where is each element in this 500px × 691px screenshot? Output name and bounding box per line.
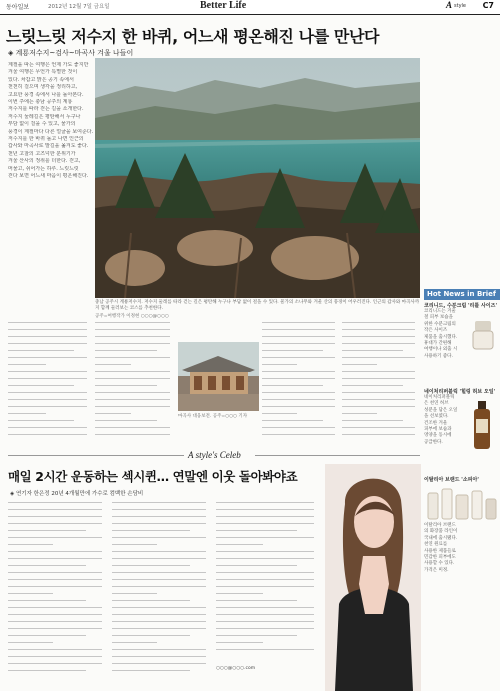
main-photo-credit: 공주=여행작가 이정현 ○○○@○○○: [95, 314, 169, 319]
text-line: [8, 521, 108, 528]
text-line: [8, 425, 92, 432]
text-line: [8, 584, 108, 591]
news-line: 사용할 수 있다.: [424, 561, 455, 567]
text-line: [95, 327, 175, 334]
text-line: [216, 647, 320, 654]
lake-landscape-photo: [95, 58, 420, 298]
text-line: [112, 570, 212, 577]
text-line: [8, 619, 108, 626]
news-line: 피부에 보습과: [424, 427, 452, 433]
text-line: [216, 521, 320, 528]
text-line: [262, 327, 340, 334]
text-line: [262, 404, 340, 411]
text-line: [262, 383, 340, 390]
text-line: [216, 640, 320, 647]
intro-line: 계절을 따는 여행은 언제 가도 좋지만: [8, 62, 89, 68]
text-line: [342, 425, 420, 432]
text-line: [342, 362, 420, 369]
text-line: [112, 577, 212, 584]
news-line: 휴대가 간편해: [424, 341, 452, 347]
text-line: [112, 549, 212, 556]
text-line: [342, 320, 420, 327]
text-line: [95, 341, 175, 348]
text-line: [112, 661, 212, 668]
text-line: [95, 348, 175, 355]
temple-photo: [178, 342, 259, 411]
text-line: [95, 404, 175, 411]
section-title: Better Life: [200, 0, 247, 11]
text-line: [262, 369, 340, 376]
temple-photo-caption: 마곡사 대웅보전. 공주=○○○ 기자: [178, 414, 248, 419]
text-line: [216, 577, 320, 584]
text-line: [8, 598, 108, 605]
text-line: [95, 334, 175, 341]
text-line: [342, 432, 420, 439]
text-line: [342, 404, 420, 411]
text-line: [8, 514, 108, 521]
intro-line: 천천히 걸으며 생각을 정리하고,: [8, 84, 78, 91]
intro-line: 풍경이 계절마다 다른 얼굴을 보여준다.: [8, 128, 93, 135]
intro-line: 저수지를 한 바퀴 돌고 나면 인근의: [8, 136, 84, 143]
celeb-body-column-2: [112, 500, 212, 680]
text-line: [342, 348, 420, 355]
text-line: [8, 654, 108, 661]
news-line: 천연 원료를: [424, 542, 448, 548]
text-line: [8, 362, 92, 369]
intro-line: 머물고, 쉬어가는 하루. 느릿느릿: [8, 165, 79, 172]
text-line: [216, 612, 320, 619]
text-line: [262, 362, 340, 369]
body-column-3: [262, 320, 340, 440]
text-line: [112, 500, 212, 507]
news-line: 코리니드는 겨울: [424, 309, 456, 314]
text-line: [8, 640, 108, 647]
text-line: [8, 383, 92, 390]
news-line: 네이처리퍼블릭: [424, 395, 455, 400]
masthead: 동아일보: [6, 4, 30, 11]
text-line: [8, 591, 108, 598]
intro-line: 저수지를 따라 걷는 길을 소개한다.: [8, 106, 84, 113]
body-column-2: [95, 320, 175, 440]
text-line: [8, 355, 92, 362]
news-title: 코리니드, 수분크림 '리틀 사이즈': [424, 303, 497, 309]
text-line: [262, 376, 340, 383]
text-line: [262, 411, 340, 418]
text-line: [95, 425, 175, 432]
news-line: 건조한 겨울: [424, 420, 448, 426]
intro-line: 갑사와 마곡사로 발길을 옮겨도 좋다.: [8, 143, 89, 150]
text-line: [342, 390, 420, 397]
text-line: [8, 668, 108, 675]
news-line: 영양을 동시에: [424, 433, 452, 439]
celeb-section-label: A style's Celeb: [188, 450, 241, 460]
celeb-body-column-3: [216, 500, 320, 660]
text-line: [262, 355, 340, 362]
text-line: [262, 432, 340, 439]
main-photo-caption: 충남 공주시 계룡저수지. 저수지 둘레를 따라 걷는 길은 평탄해 누구나 부담 없이 걸을 수 있다. 물가의 소나무와 겨울 산의 풍경이 어우러진다. 인근의 갑사와 마곡사까지 함께 둘러보는 코스를 추천한다.: [95, 300, 420, 311]
text-line: [262, 341, 340, 348]
news-line: 성분을 담은 오일: [424, 407, 458, 413]
text-line: [262, 348, 340, 355]
sidebar-news-1: [424, 302, 500, 360]
text-line: [8, 570, 108, 577]
sidebar-news-3: [424, 476, 500, 574]
text-line: [8, 320, 92, 327]
news-line: 철 피부 보습을: [424, 315, 453, 321]
intro-line: 겨울 산사의 정취를 더한다. 걷고,: [8, 158, 81, 165]
text-line: [216, 598, 320, 605]
text-line: [216, 542, 320, 549]
article-intro: [8, 62, 93, 181]
celeb-portrait-photo: [325, 464, 421, 691]
body-column-4: [342, 320, 420, 440]
intro-line: 저수지 둘레길은 평탄해서 누구나: [8, 113, 81, 120]
text-line: [8, 633, 108, 640]
cosmetics-image: [424, 485, 500, 521]
text-line: [8, 348, 92, 355]
publication-date: 2012년 12월 7일 금요일: [48, 4, 110, 10]
text-line: [112, 535, 212, 542]
news-line: 은 천연 허브: [424, 401, 449, 407]
page-header: [0, 0, 500, 15]
text-line: [342, 383, 420, 390]
text-line: [8, 535, 108, 542]
intro-line: 겨울 여행은 무언가 특별한 것이: [8, 69, 78, 76]
text-line: [112, 605, 212, 612]
text-line: [8, 605, 108, 612]
brand-logo: A: [445, 0, 452, 10]
body-column-1: [8, 320, 92, 440]
intro-line: 걷다 보면 어느새 마음이 평온해진다.: [8, 173, 89, 180]
page-number: C7: [482, 1, 494, 10]
text-line: [112, 668, 212, 675]
text-line: [262, 418, 340, 425]
news-line: 의 화장품 라인이: [424, 529, 458, 535]
text-line: [95, 411, 175, 418]
text-line: [8, 542, 108, 549]
text-line: [8, 626, 108, 633]
text-line: [95, 432, 175, 439]
celeb-subhead: ◈ 연기자 한은정 20년 4개월만에 가수로 컴백한 손담비: [10, 491, 144, 497]
news-line: 사용하기 좋다.: [424, 353, 453, 359]
text-line: [8, 404, 92, 411]
text-line: [112, 598, 212, 605]
text-line: [112, 521, 212, 528]
text-line: [342, 355, 420, 362]
news-line: 위한 수분크림의: [424, 321, 456, 327]
text-line: [8, 577, 108, 584]
news-line: 이탈리아 브랜드: [424, 523, 456, 528]
cream-jar-image: [468, 309, 498, 359]
text-line: [112, 563, 212, 570]
text-line: [95, 362, 175, 369]
text-line: [112, 591, 212, 598]
celeb-email: ○○○@○○○.com: [216, 666, 256, 671]
text-line: [216, 570, 320, 577]
text-line: [95, 383, 175, 390]
text-line: [216, 514, 320, 521]
text-line: [216, 584, 320, 591]
text-line: [8, 647, 108, 654]
text-line: [342, 341, 420, 348]
text-line: [112, 612, 212, 619]
text-line: [216, 500, 320, 507]
intro-line: 있다. 차갑고 맑은 공기 속에서: [8, 76, 74, 83]
text-line: [8, 556, 108, 563]
text-line: [262, 397, 340, 404]
text-line: [112, 626, 212, 633]
text-line: [8, 612, 108, 619]
text-line: [342, 411, 420, 418]
article-headline: 느릿느릿 저수지 한 바퀴, 어느새 평온해진 나를 만난다: [6, 27, 380, 46]
text-line: [216, 549, 320, 556]
text-line: [8, 341, 92, 348]
text-line: [216, 591, 320, 598]
celeb-body-column-1: [8, 500, 108, 680]
text-line: [8, 432, 92, 439]
text-line: [112, 528, 212, 535]
text-line: [262, 334, 340, 341]
text-line: [8, 661, 108, 668]
news-line: 사용한 제품들로: [424, 548, 456, 554]
intro-line: 고요한 풍경 속에서 나를 돌아본다.: [8, 91, 84, 98]
text-line: [8, 397, 92, 404]
news-line: 가격은 미정.: [424, 567, 449, 573]
text-line: [112, 514, 212, 521]
text-line: [8, 549, 108, 556]
text-line: [342, 376, 420, 383]
text-line: [216, 535, 320, 542]
celeb-divider-right: [255, 455, 420, 456]
text-line: [342, 369, 420, 376]
text-line: [95, 397, 175, 404]
text-line: [216, 626, 320, 633]
news-line: 국내에 출시됐다.: [424, 535, 458, 541]
text-line: [112, 584, 212, 591]
sidebar-news-2: [424, 388, 500, 455]
intro-line: 이번 주에는 충남 공주의 계룡: [8, 99, 73, 106]
text-line: [8, 334, 92, 341]
text-line: [8, 327, 92, 334]
text-line: [8, 418, 92, 425]
news-line: 을 선보였다.: [424, 414, 449, 420]
text-line: [262, 320, 340, 327]
text-line: [216, 556, 320, 563]
text-line: [112, 640, 212, 647]
text-line: [8, 500, 108, 507]
news-title: 네이처리퍼블릭 '힐링 허브 오일': [424, 389, 496, 395]
news-title: 이탈리아 브랜드 '소피아': [424, 477, 479, 483]
text-line: [95, 320, 175, 327]
oil-bottle-image: [466, 395, 498, 455]
text-line: [8, 376, 92, 383]
news-line: 여행이나 외출 시: [424, 347, 458, 353]
text-line: [8, 507, 108, 514]
text-line: [8, 411, 92, 418]
text-line: [342, 327, 420, 334]
text-line: [112, 654, 212, 661]
text-line: [95, 418, 175, 425]
intro-line: 천년 고찰의 고즈넉한 분위기가: [8, 150, 76, 157]
hot-news-header: Hot News in Brief: [424, 289, 500, 300]
text-line: [262, 390, 340, 397]
celeb-divider-left: [8, 455, 184, 456]
celeb-headline: 매일 2시간 운동하는 섹시퀸… 연말엔 이웃 돌아봐야죠: [8, 469, 298, 484]
text-line: [112, 556, 212, 563]
text-line: [342, 334, 420, 341]
intro-line: 부담 없이 걸을 수 있고, 물가의: [8, 121, 76, 128]
text-line: [95, 369, 175, 376]
text-line: [262, 425, 340, 432]
text-line: [8, 528, 108, 535]
text-line: [8, 369, 92, 376]
brand-sub: style: [454, 3, 466, 9]
text-line: [112, 507, 212, 514]
text-line: [112, 647, 212, 654]
text-line: [216, 528, 320, 535]
text-line: [112, 619, 212, 626]
text-line: [216, 563, 320, 570]
article-subhead: ◈ 계룡저수지~검사~마곡사 겨울 나들이: [8, 49, 134, 57]
text-line: [95, 355, 175, 362]
text-line: [95, 390, 175, 397]
text-line: [95, 376, 175, 383]
news-line: 제품을 출시했다.: [424, 334, 458, 340]
text-line: [216, 619, 320, 626]
news-line: 공급한다.: [424, 439, 443, 445]
text-line: [342, 397, 420, 404]
text-line: [112, 633, 212, 640]
news-line: 민감한 피부에도: [424, 555, 456, 561]
text-line: [216, 507, 320, 514]
text-line: [216, 633, 320, 640]
text-line: [112, 542, 212, 549]
text-line: [8, 390, 92, 397]
text-line: [342, 418, 420, 425]
text-line: [216, 605, 320, 612]
text-line: [8, 563, 108, 570]
news-line: 작은 사이즈: [424, 328, 448, 334]
